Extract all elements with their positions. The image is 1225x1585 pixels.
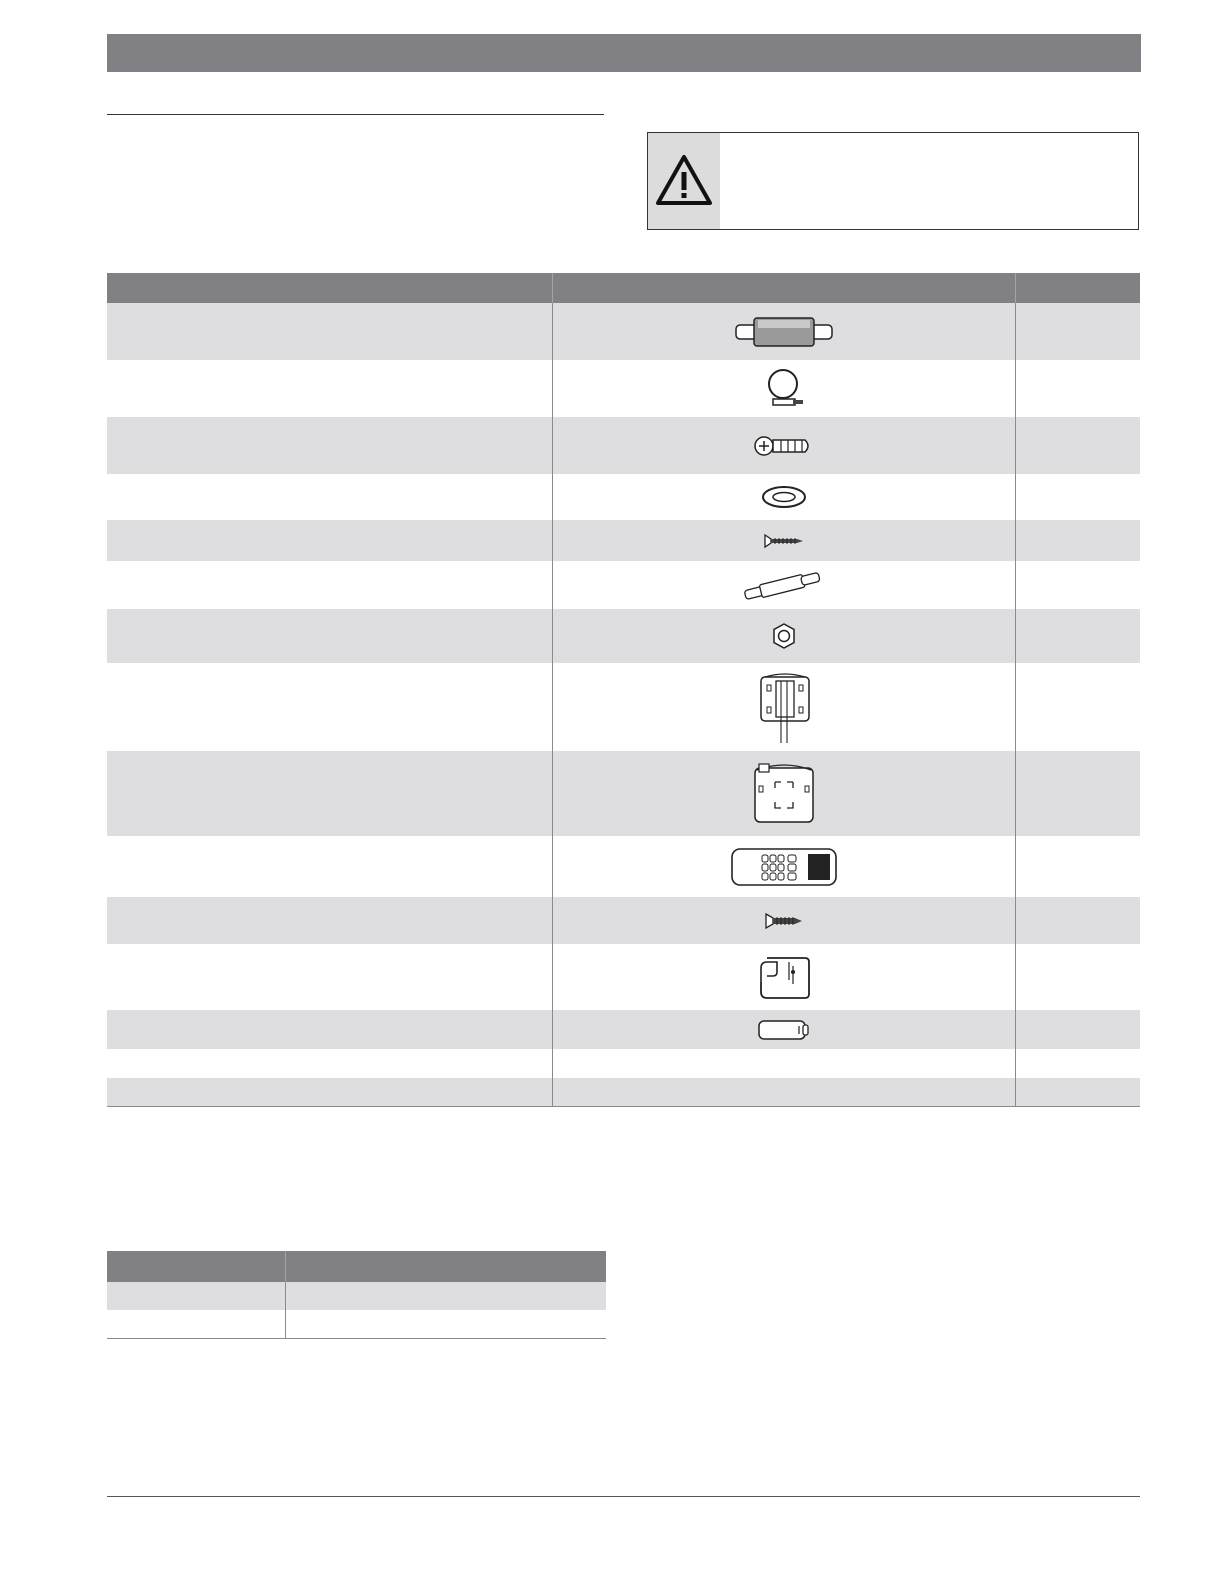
part-quantity [1015,520,1140,561]
part-description [107,1010,552,1049]
part-description [107,417,552,474]
table-row [107,417,1140,474]
part-description [107,944,552,1010]
part-description [107,836,552,897]
part-description [107,1078,552,1106]
column-header-1 [107,1251,285,1282]
nut-icon [769,621,799,651]
pipe-connector-icon [734,315,834,349]
battery-icon [757,1018,811,1042]
table-row [107,663,1140,751]
secondary-table [107,1251,606,1339]
table-header-row [107,1251,606,1282]
part-description [107,303,552,360]
part-quantity [1015,303,1140,360]
table-row [107,1310,606,1339]
hose-clamp-icon [759,367,809,411]
table-row [107,609,1140,663]
part-quantity [1015,609,1140,663]
column-header-2 [285,1251,606,1282]
wall-anchor-icon [753,429,815,463]
part-illustration [552,1049,1015,1078]
table-row [107,1010,1140,1049]
table-row [107,751,1140,836]
part-description [107,360,552,417]
part-quantity [1015,897,1140,944]
part-description [107,897,552,944]
column-header-description [107,273,552,303]
warning-triangle-icon [654,153,714,209]
remote-control-icon [730,847,838,887]
table-row [107,1049,1140,1078]
part-quantity [1015,751,1140,836]
table-row [107,561,1140,609]
column-header-illustration [552,273,1015,303]
table-row [107,1078,1140,1106]
table-row [107,944,1140,1010]
part-quantity [1015,1078,1140,1106]
washer-icon [760,485,808,509]
table-cell [285,1310,606,1339]
part-quantity [1015,944,1140,1010]
reducer-pipe-icon [740,570,828,600]
part-description [107,561,552,609]
section-rule [107,114,604,115]
part-quantity [1015,1049,1140,1078]
warning-box [647,132,1139,230]
part-quantity [1015,474,1140,520]
table-row [107,1282,606,1310]
magnetic-ring-large-icon [749,760,819,828]
part-quantity [1015,1010,1140,1049]
part-description [107,663,552,751]
header-bar [107,34,1141,72]
mounting-screw-icon [764,911,804,931]
table-cell [107,1282,285,1310]
part-illustration [552,1078,1015,1106]
part-quantity [1015,663,1140,751]
part-description [107,474,552,520]
part-description [107,1049,552,1078]
part-description [107,751,552,836]
warning-icon-cell [648,133,720,229]
magnetic-ring-small-icon [753,667,815,747]
part-quantity [1015,836,1140,897]
accessories-table [107,273,1140,1107]
table-row [107,474,1140,520]
table-row [107,897,1140,944]
table-header-row [107,273,1140,303]
table-row [107,520,1140,561]
table-cell [285,1282,606,1310]
table-cell [107,1310,285,1339]
part-quantity [1015,360,1140,417]
part-description [107,609,552,663]
remote-holder-icon [753,950,815,1004]
footer-rule [107,1496,1140,1497]
table-row [107,360,1140,417]
table-row [107,836,1140,897]
part-description [107,520,552,561]
column-header-quantity [1015,273,1140,303]
warning-text [732,143,1128,219]
screw-icon [763,533,805,549]
table-row [107,303,1140,360]
part-quantity [1015,561,1140,609]
part-quantity [1015,417,1140,474]
